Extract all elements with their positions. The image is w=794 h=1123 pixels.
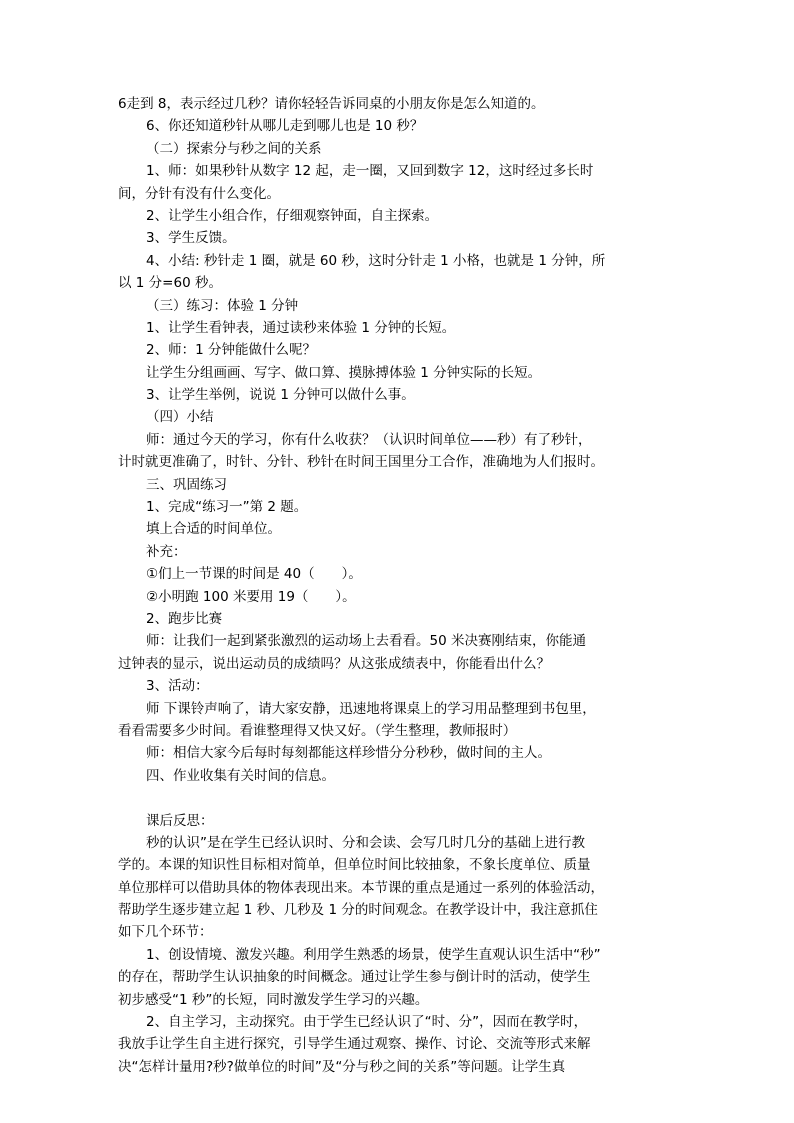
text-line: 6、你还知道秒针从哪儿走到哪儿也是 10 秒？	[146, 118, 424, 135]
section-heading: （四）小结	[146, 409, 214, 426]
text-line: 学的。本课的知识性目标相对简单，但单位时间比较抽象，不象长度单位、质量	[118, 857, 591, 874]
text-line: 1、师：如果秒针从数字 12 起，走一圈，又回到数字 12，这时经过多长时	[146, 163, 594, 180]
text-line: 1、完成“练习一”第 2 题。	[146, 499, 308, 516]
document-body	[118, 93, 683, 1078]
blank-line	[118, 787, 683, 809]
text-line: 3、让学生举例，说说 1 分钟可以做什么事。	[146, 387, 415, 404]
text-line: 过钟表的显示，说出运动员的成绩吗？从这张成绩表中，你能看出什么？	[118, 655, 550, 672]
section-heading: （二）探索分与秒之间的关系	[146, 140, 322, 157]
text-line: 师 下课铃声响了，请大家安静，迅速地将课桌上的学习用品整理到书包里，	[146, 700, 596, 717]
text-line: 师：相信大家今后每时每刻都能这样珍惜分分秒秒，做时间的主人。	[146, 745, 551, 762]
text-line: 以 1 分=60 秒。	[118, 275, 222, 292]
text-line: 的存在，帮助学生认识抽象的时间概念。通过让学生参与倒计时的活动，使学生	[118, 969, 591, 986]
text-line: 秒的认识”是在学生已经认识时、分和会读、会写几时几分的基础上进行教	[146, 834, 585, 851]
text-line: 4、小结: 秒针走 1 圈，就是 60 秒，这时分针走 1 小格，也就是 1 分钟，所	[146, 252, 606, 269]
text-line: 2、让学生小组合作，仔细观察钟面，自主探索。	[146, 207, 439, 224]
text-line: 帮助学生逐步建立起 1 秒、几秒及 1 分的时间观念。在教学设计中，我注意抓住	[118, 902, 598, 919]
text-line: 我放手让学生自主进行探究，引导学生通过观察、操作、讨论、交流等形式来解	[118, 1036, 591, 1053]
text-line: 如下几个环节：	[118, 924, 213, 941]
text-line: ①们上一节课的时间是 40（ ）。	[146, 566, 362, 583]
text-line: 3、活动：	[146, 678, 209, 695]
section-heading: （三）练习：体验 1 分钟	[146, 297, 299, 314]
text-line: 师：让我们一起到紧张激烈的运动场上去看看。50 米决赛刚结束，你能通	[146, 633, 586, 650]
section-heading: 课后反思：	[146, 812, 214, 829]
text-line: 2、师：1 分钟能做什么呢？	[146, 342, 316, 359]
section-heading: 三、巩固练习	[146, 476, 227, 493]
text-line: 2、跑步比赛	[146, 610, 223, 627]
section-heading: 四、作业收集有关时间的信息。	[146, 767, 335, 784]
text-line: 1、让学生看钟表，通过读秒来体验 1 分钟的长短。	[146, 319, 456, 336]
text-line: 1、创设情境、激发兴趣。利用学生熟悉的场景，使学生直观认识生活中“秒”	[146, 946, 601, 963]
text-line: 单位那样可以借助具体的物体表现出来。本节课的重点是通过一系列的体验活动，	[118, 879, 604, 896]
text-line: 6走到 8，表示经过几秒？请你轻轻告诉同桌的小朋友你是怎么知道的。	[118, 96, 545, 112]
text-line: 2、自主学习，主动探究。由于学生已经认识了“时、分”，因而在教学时，	[146, 1014, 588, 1031]
text-line: 让学生分组画画、写字、做口算、摸脉搏体验 1 分钟实际的长短。	[146, 364, 542, 381]
text-line: 计时就更准确了，时针、分针、秒针在时间王国里分工合作，准确地为人们报时。	[118, 454, 604, 471]
text-line: 3、学生反馈。	[146, 230, 236, 247]
text-line: 初步感受“1 秒”的长短，同时激发学生学习的兴趣。	[118, 991, 429, 1008]
text-line: 补充：	[146, 543, 187, 560]
text-line: 填上合适的时间单位。	[146, 521, 281, 538]
text-line: 间，分针有没有什么变化。	[118, 185, 280, 202]
text-line: 看看需要多少时间。看谁整理得又快又好。（学生整理，教师报时）	[118, 722, 517, 739]
text-line: ②小明跑 100 米要用 19（ ）。	[146, 588, 356, 605]
text-line: 师：通过今天的学习，你有什么收获？（认识时间单位——秒）有了秒针，	[146, 431, 592, 448]
text-line: 决“怎样计量用?秒?做单位的时间”及“分与秒之间的关系”等问题。让学生真	[118, 1058, 566, 1075]
